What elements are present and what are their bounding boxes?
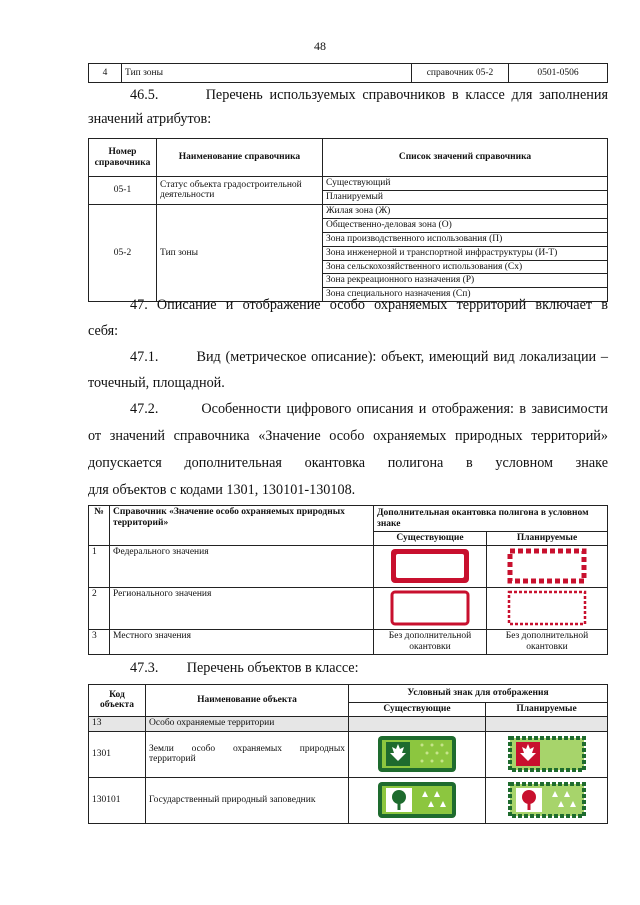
p46-5-text1: Перечень используемых справочников в классе для заполнения: [205, 87, 609, 103]
p47-line1: 47. Описание и отображение особо охраняемых территорий включает в: [130, 297, 608, 313]
t1-r1-val: Планируемый: [323, 190, 608, 204]
t3-r1-plan: [486, 731, 608, 777]
t2-h-num: №: [89, 506, 110, 546]
p47-line2: себя:: [88, 323, 119, 339]
p47-3-text: Перечень объектов в классе:: [186, 660, 359, 676]
protected-land-existing-icon: [377, 735, 457, 773]
p47-1-line2: точечный, площадной.: [88, 375, 225, 391]
t3-r2-code: 130101: [89, 777, 146, 823]
p47-2-text: Особенности цифрового описания и отображения: в зависимости: [201, 401, 609, 417]
t3-r1-name: Земли особо охраняемых природных территорий: [146, 731, 349, 777]
regional-planned-border: [507, 590, 587, 626]
cell-num: 4: [89, 64, 122, 83]
page-number: 48: [314, 39, 326, 53]
p47-1-line1: [130, 349, 608, 366]
t2-r2-plan: [487, 587, 608, 629]
p47-2-line1: [130, 401, 608, 418]
t1-r2-name: Тип зоны: [157, 204, 323, 301]
t3-h-sym: Условный знак для отображения: [349, 685, 608, 703]
p47-1-text: Вид (метрическое описание): объект, имеющий вид локализации –: [196, 349, 608, 365]
p47-2-num: 47.2.: [130, 401, 159, 417]
nature-reserve-planned-icon: [507, 781, 587, 819]
border-table: [88, 505, 608, 655]
t1-r1-num: 05-1: [89, 177, 157, 205]
t1-r2-val: Жилая зона (Ж): [323, 204, 608, 218]
t1-r2-val: Зона специального назначения (Сп): [323, 288, 608, 302]
p47-3: [130, 660, 359, 677]
t3-group-plan: [486, 716, 608, 731]
federal-existing-border: [390, 548, 470, 584]
t2-r3-num: 3: [89, 629, 110, 654]
t2-r3-plan: Без дополнительной окантовки: [487, 629, 608, 654]
t2-r1-exist: [374, 545, 487, 587]
t1-r2-val: Зона рекреационного назначения (Р): [323, 274, 608, 288]
cell-name: Тип зоны: [122, 64, 412, 83]
t2-r1-name: Федерального значения: [110, 545, 374, 587]
t1-r1-val: Существующий: [323, 177, 608, 191]
p47-2-line2: от значений справочника «Значение особо охраняемых природных территорий»: [88, 428, 608, 444]
t3-group-code: 13: [89, 716, 146, 731]
objects-table: [88, 684, 608, 824]
t2-r2-exist: [374, 587, 487, 629]
t3-h-name: Наименование объекта: [146, 685, 349, 717]
p47-2-line3: допускается дополнительная окантовка полигона в условном знаке: [88, 455, 608, 471]
t2-r2-name: Регионального значения: [110, 587, 374, 629]
t1-h-name: Наименование справочника: [157, 139, 323, 177]
federal-planned-border: [507, 548, 587, 584]
t3-r1-code: 1301: [89, 731, 146, 777]
t1-h-num: Номер справочника: [89, 139, 157, 177]
t2-r3-name: Местного значения: [110, 629, 374, 654]
p46-5-line2: значений атрибутов:: [88, 111, 212, 127]
cell-ref: справочник 05-2: [412, 64, 509, 83]
t1-r2-num: 05-2: [89, 204, 157, 301]
t1-r1-name: Статус объекта градостроительной деятельности: [157, 177, 323, 205]
regional-existing-border: [390, 590, 470, 626]
p47-3-num: 47.3.: [130, 660, 159, 676]
p47-1-num: 47.1.: [130, 349, 159, 365]
t2-h-extra: Дополнительная окантовка полигона в условном знаке: [374, 506, 608, 532]
t3-group-exist: [349, 716, 486, 731]
t1-r2-val: Зона инженерной и транспортной инфраструктуры (И-Т): [323, 246, 608, 260]
t2-r1-plan: [487, 545, 608, 587]
t3-group-name: Особо охраняемые территории: [146, 716, 349, 731]
p46-5-line1: [130, 87, 608, 104]
t3-h-exist: Существующие: [349, 703, 486, 717]
t1-h-list: Список значений справочника: [323, 139, 608, 177]
t2-r1-num: 1: [89, 545, 110, 587]
t3-r2-plan: [486, 777, 608, 823]
t3-h-code: Код объекта: [89, 685, 146, 717]
references-table: [88, 138, 608, 302]
t2-h-ref: Справочник «Значение особо охраняемых природных территорий»: [110, 506, 374, 546]
t2-h-exist: Существующие: [374, 532, 487, 546]
t2-h-plan: Планируемые: [487, 532, 608, 546]
t3-r2-name: Государственный природный заповедник: [146, 777, 349, 823]
top-table: [88, 63, 608, 83]
t1-r2-val: Зона производственного использования (П): [323, 232, 608, 246]
cell-range: 0501-0506: [509, 64, 608, 83]
p46-5-num: 46.5.: [130, 87, 159, 103]
t3-r2-exist: [349, 777, 486, 823]
t1-r2-val: Общественно-деловая зона (О): [323, 218, 608, 232]
nature-reserve-existing-icon: [377, 781, 457, 819]
t1-r2-val: Зона сельскохозяйственного использования (Сх): [323, 260, 608, 274]
t2-r3-exist: Без дополнительной окантовки: [374, 629, 487, 654]
t3-h-plan: Планируемые: [486, 703, 608, 717]
t3-r1-exist: [349, 731, 486, 777]
protected-land-planned-icon: [507, 735, 587, 773]
p47-2-line4: для объектов с кодами 1301, 130101-130108.: [88, 482, 356, 498]
t2-r2-num: 2: [89, 587, 110, 629]
